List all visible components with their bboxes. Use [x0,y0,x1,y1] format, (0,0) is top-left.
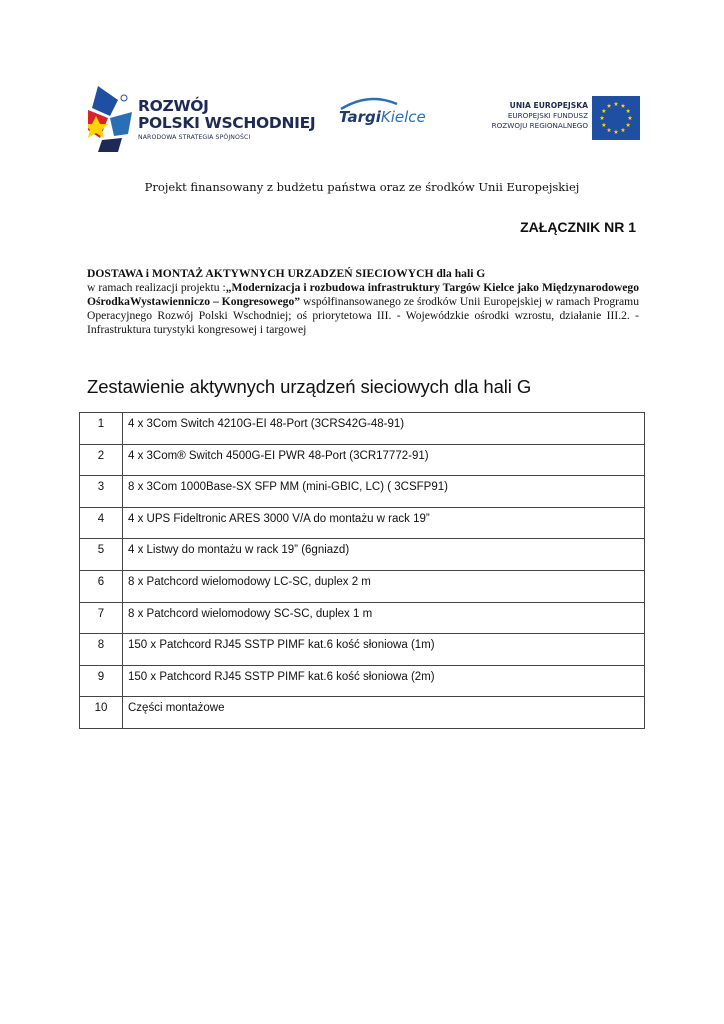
rpw-text [138,98,315,141]
eu-logo [460,96,640,140]
item-number: 4 [80,507,123,539]
project-name: „Modernizacja i rozbudowa infrastruktury Targów Kielce jako Międzynarodowego OśrodkaWystawienniczo – Kongresowego” [87,281,639,308]
item-description: 8 x 3Com 1000Base-SX SFP MM (mini-GBIC, LC) ( 3CSFP91) [123,476,645,508]
targi-wordmark [339,108,426,126]
intro-suffix: współfinansowanego ze środków Unii Europejskiej w ramach Programu Operacyjnego Rozwój Polski Wschodniej; oś priorytetowa III. - Wojewódzkie ośrodki wzrostu, działanie III.2. - Infrastruktura turystyki kongresowej i targowej [87,295,639,336]
table-row [80,507,645,539]
item-description: 8 x Patchcord wielomodowy SC-SC, duplex 1 m [123,602,645,634]
rozwoj-polski-wschodniej-logo [88,86,316,152]
item-description: 150 x Patchcord RJ45 SSTP PIMF kat.6 kość słoniowa (2m) [123,665,645,697]
targi-word: Targi [339,108,381,126]
rpw-line1: ROZWÓJ [138,97,209,115]
table-row [80,539,645,571]
intro-block [87,267,639,337]
eu-line2: EUROPEJSKI FUNDUSZ [507,111,588,120]
item-number: 7 [80,602,123,634]
table-row [80,697,645,729]
table-row [80,413,645,445]
table-row [80,602,645,634]
logo-bar [0,0,724,160]
item-description: 4 x UPS Fideltronic ARES 3000 V/A do montażu w rack 19” [123,507,645,539]
eu-line1: UNIA EUROPEJSKA [509,101,588,110]
item-description: Części montażowe [123,697,645,729]
item-description: 8 x Patchcord wielomodowy LC-SC, duplex 2 m [123,570,645,602]
item-description: 150 x Patchcord RJ45 SSTP PIMF kat.6 kość słoniowa (1m) [123,634,645,666]
table-row [80,476,645,508]
item-number: 3 [80,476,123,508]
targi-kielce-logo [333,96,433,136]
attachment-label: ZAŁĄCZNIK NR 1 [520,219,636,235]
item-number: 1 [80,413,123,445]
item-number: 5 [80,539,123,571]
item-number: 8 [80,634,123,666]
items-table [79,412,645,729]
item-description: 4 x 3Com Switch 4210G-EI 48-Port (3CRS42G-48-91) [123,413,645,445]
rpw-line3: NARODOWA STRATEGIA SPÓJNOŚCI [138,134,251,141]
rpw-line2: POLSKI WSCHODNIEJ [138,114,316,132]
rpw-emblem-icon [88,86,134,152]
section-heading: Zestawienie aktywnych urządzeń sieciowych dla hali G [87,376,532,397]
funding-statement: Projekt finansowany z budżetu państwa oraz ze środków Unii Europejskiej [144,180,580,194]
eu-line3: ROZWOJU REGIONALNEGO [491,121,588,130]
intro-prefix: w ramach realizacji projektu : [87,281,226,294]
item-description: 4 x Listwy do montażu w rack 19” (6gniazd) [123,539,645,571]
eu-flag-icon [592,96,640,140]
item-description: 4 x 3Com® Switch 4500G-EI PWR 48-Port (3CR17772-91) [123,444,645,476]
item-number: 2 [80,444,123,476]
item-number: 9 [80,665,123,697]
table-row [80,634,645,666]
kielce-word: Kielce [380,108,426,126]
item-number: 10 [80,697,123,729]
table-row [80,665,645,697]
table-row [80,444,645,476]
table-row [80,570,645,602]
item-number: 6 [80,570,123,602]
intro-title: DOSTAWA i MONTAŻ AKTYWNYCH URZADZEŃ SIECIOWYCH dla hali G [87,267,486,280]
eu-text [492,100,588,131]
intro-body [87,281,639,337]
